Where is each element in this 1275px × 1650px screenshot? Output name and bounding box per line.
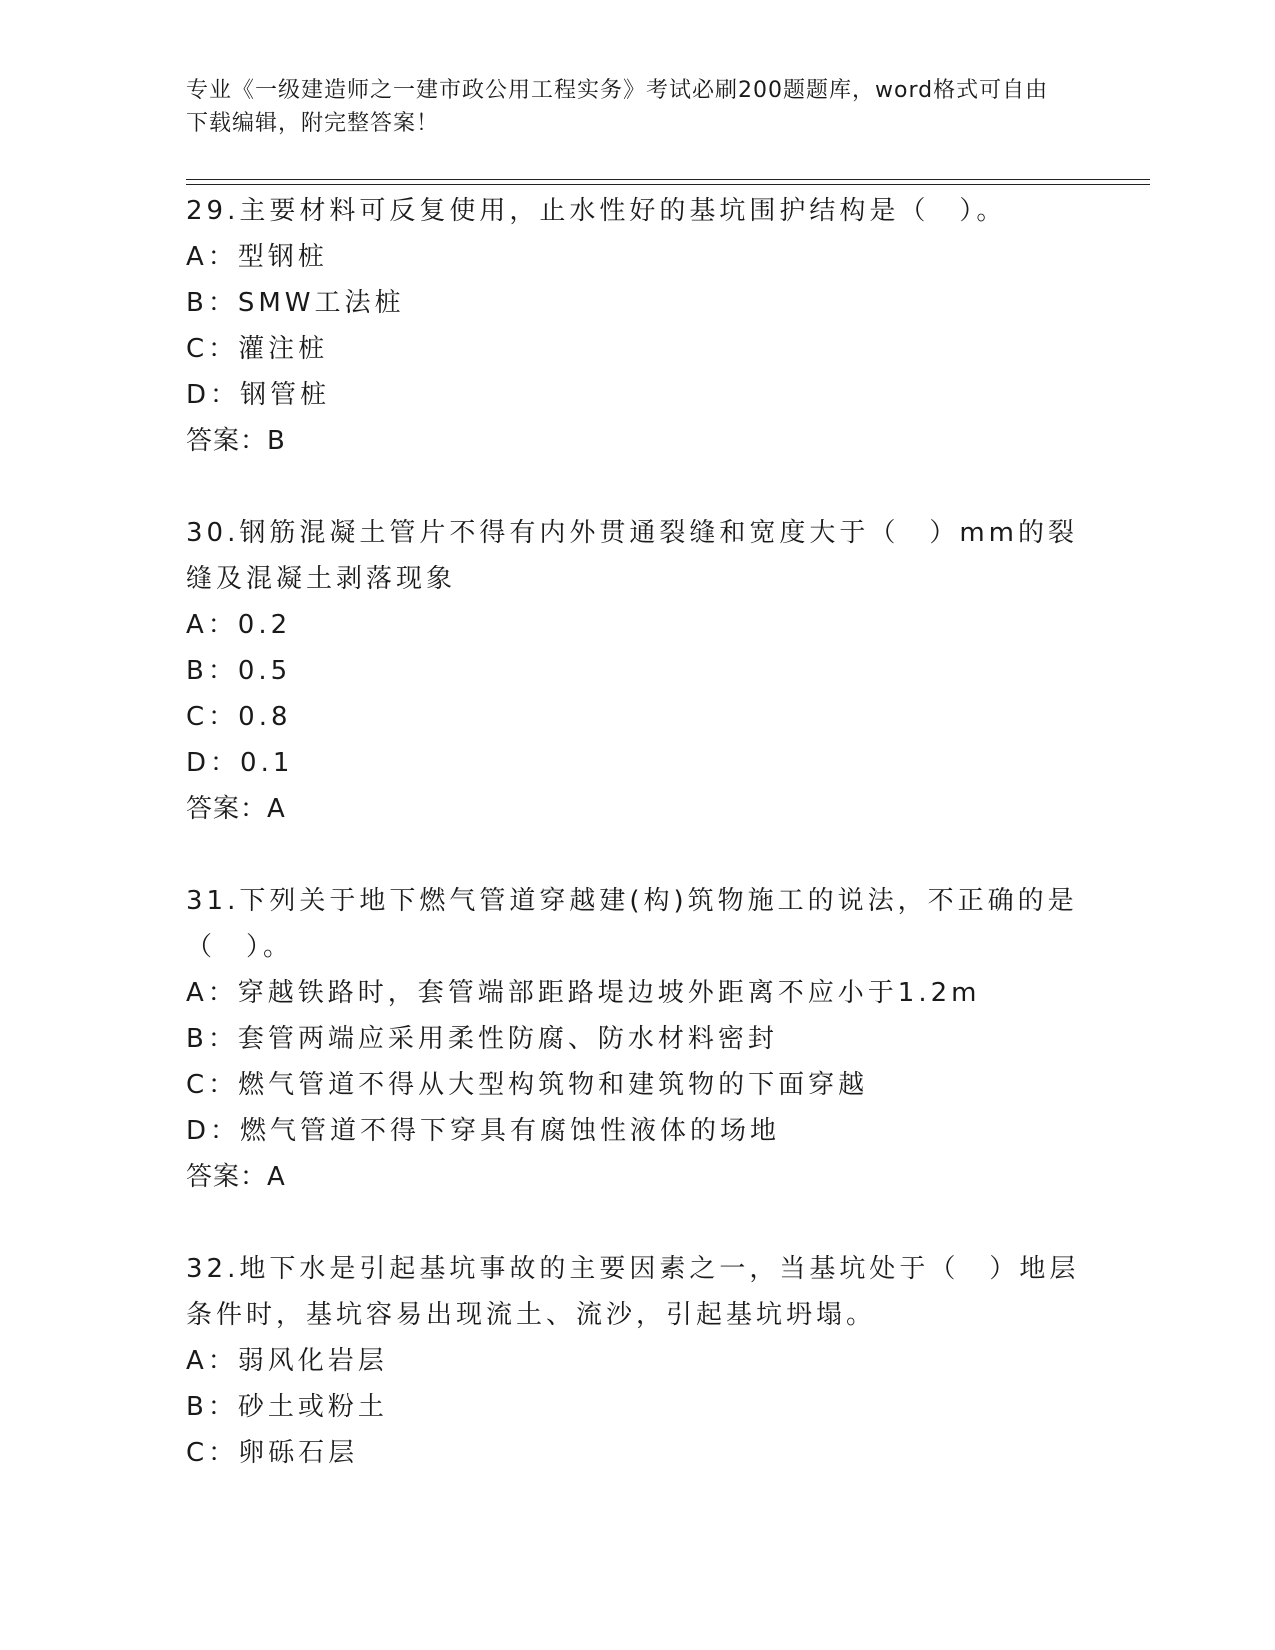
answer-line: 答案：A bbox=[186, 794, 286, 824]
option-c: C：灌注桩 bbox=[186, 334, 329, 364]
header-divider-bottom bbox=[186, 184, 1150, 185]
option-b: B：套管两端应采用柔性防腐、防水材料密封 bbox=[186, 1024, 778, 1054]
option-c: C：0.8 bbox=[186, 702, 292, 732]
question-stem: 32.地下水是引起基坑事故的主要因素之一，当基坑处于（ ）地层条件时，基坑容易出现流土、流沙，引起基坑坍塌。 bbox=[186, 1254, 1080, 1330]
answer-line: 答案：B bbox=[186, 426, 286, 456]
option-b: B：0.5 bbox=[186, 656, 292, 686]
question-32 bbox=[186, 1246, 1086, 1476]
document-header: 专业《一级建造师之一建市政公用工程实务》考试必刷200题题库，word格式可自由下载编辑，附完整答案！ bbox=[186, 78, 1049, 136]
option-d: D：0.1 bbox=[186, 748, 294, 778]
question-stem: 30.钢筋混凝土管片不得有内外贯通裂缝和宽度大于（ ）mm的裂缝及混凝土剥落现象 bbox=[186, 518, 1079, 594]
option-c: C：燃气管道不得从大型构筑物和建筑物的下面穿越 bbox=[186, 1070, 869, 1100]
option-d: D：燃气管道不得下穿具有腐蚀性液体的场地 bbox=[186, 1116, 781, 1146]
option-a: A：穿越铁路时，套管端部距路堤边坡外距离不应小于1.2m bbox=[186, 978, 981, 1008]
option-d: D：钢管桩 bbox=[186, 380, 331, 410]
option-a: A：弱风化岩层 bbox=[186, 1346, 388, 1376]
option-b: B：SMW工法桩 bbox=[186, 288, 405, 318]
question-29 bbox=[186, 188, 1086, 464]
question-list bbox=[186, 188, 1086, 1522]
question-stem: 31.下列关于地下燃气管道穿越建(构)筑物施工的说法，不正确的是（ ）。 bbox=[186, 886, 1078, 962]
question-30 bbox=[186, 510, 1086, 832]
option-a: A：0.2 bbox=[186, 610, 292, 640]
question-31 bbox=[186, 878, 1086, 1200]
option-a: A：型钢桩 bbox=[186, 242, 328, 272]
question-stem: 29.主要材料可反复使用，止水性好的基坑围护结构是（ ）。 bbox=[186, 196, 1007, 226]
option-c: C：卵砾石层 bbox=[186, 1438, 359, 1468]
answer-line: 答案：A bbox=[186, 1162, 286, 1192]
option-b: B：砂土或粉土 bbox=[186, 1392, 388, 1422]
header-divider-top bbox=[186, 179, 1150, 180]
